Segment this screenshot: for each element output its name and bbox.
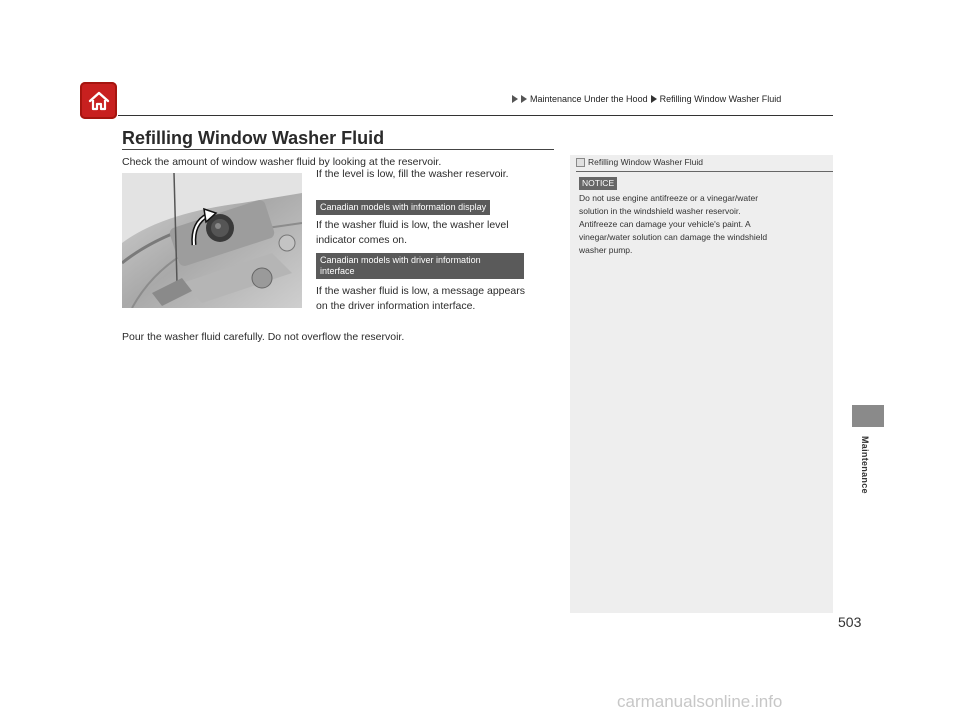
sidebar-title-text: Refilling Window Washer Fluid bbox=[588, 157, 703, 167]
watermark: carmanualsonline.info bbox=[617, 692, 783, 711]
intro-text: Check the amount of window washer fluid by looking at the reservoir. bbox=[122, 156, 442, 168]
breadcrumb-section[interactable]: Maintenance Under the Hood bbox=[530, 94, 648, 104]
notice-line: solution in the windshield washer reservoir. bbox=[579, 206, 741, 216]
step-level-indicator-line2: indicator comes on. bbox=[316, 234, 408, 246]
step-driver-message-line2: on the driver information interface. bbox=[316, 300, 476, 312]
sidebar-title bbox=[576, 157, 703, 167]
notice-text bbox=[579, 192, 819, 257]
breadcrumb-current: Refilling Window Washer Fluid bbox=[659, 94, 782, 104]
notice-badge: NOTICE bbox=[579, 177, 617, 190]
section-tab-marker[interactable] bbox=[852, 405, 884, 427]
step-level-indicator bbox=[316, 218, 556, 248]
tag-driver-interface bbox=[316, 253, 524, 279]
tag-driver-interface-line2: interface bbox=[320, 266, 355, 276]
step-fill-reservoir: If the level is low, fill the washer reservoir. bbox=[316, 168, 509, 180]
tag-driver-interface-line1: Canadian models with driver information bbox=[320, 255, 481, 265]
triangle-right-icon bbox=[651, 95, 657, 103]
triangle-right-icon bbox=[512, 95, 518, 103]
home-button[interactable] bbox=[80, 82, 117, 119]
step-level-indicator-line1: If the washer fluid is low, the washer level bbox=[316, 219, 509, 231]
triangle-right-icon bbox=[521, 95, 527, 103]
home-icon bbox=[87, 90, 111, 112]
outro-text: Pour the washer fluid carefully. Do not overflow the reservoir. bbox=[122, 331, 405, 343]
step-driver-message-line1: If the washer fluid is low, a message appears bbox=[316, 285, 525, 297]
notice-line: washer pump. bbox=[579, 245, 633, 255]
washer-reservoir-image bbox=[122, 173, 302, 308]
page-title: Refilling Window Washer Fluid bbox=[122, 128, 385, 148]
notice-line: Antifreeze can damage your vehicle's paint. A bbox=[579, 219, 751, 229]
breadcrumb bbox=[512, 94, 781, 104]
sidebar-divider bbox=[576, 171, 833, 172]
page-number: 503 bbox=[838, 614, 862, 630]
notice-line: vinegar/water solution can damage the windshield bbox=[579, 232, 768, 242]
tag-info-display: Canadian models with information display bbox=[316, 200, 490, 215]
reference-marker-icon bbox=[576, 158, 585, 167]
section-tab-label: Maintenance bbox=[860, 436, 870, 494]
notice-line: Do not use engine antifreeze or a vinegar/water bbox=[579, 193, 759, 203]
title-divider bbox=[122, 149, 554, 150]
header-divider bbox=[118, 115, 833, 116]
step-driver-message bbox=[316, 284, 556, 314]
